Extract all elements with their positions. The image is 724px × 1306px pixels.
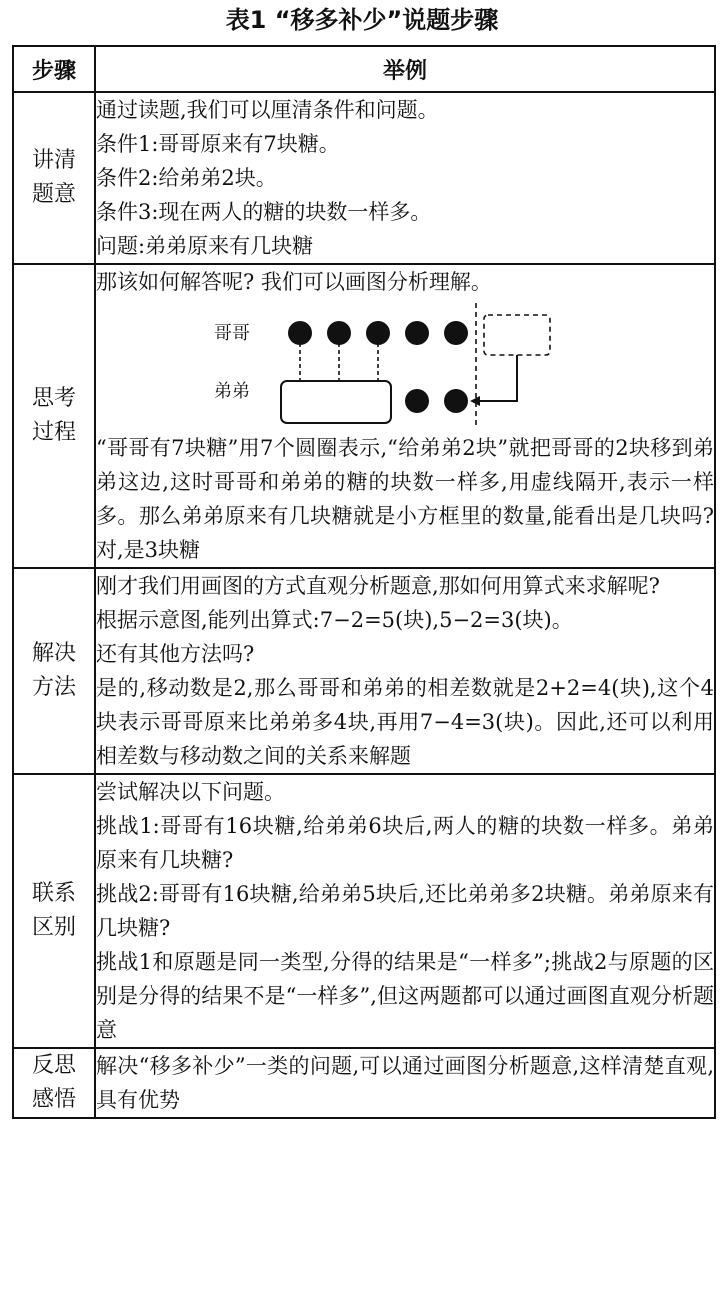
unknown-candy-box [281,381,391,423]
table-row [13,92,715,264]
step-label: 解决方法 [31,641,76,700]
brother-candy-dot [366,321,390,345]
text-paragraph: 解决“移多补少”一类的问题,可以通过画图分析题意,这样清楚直观,具有优势 [96,1054,714,1112]
step-cell [13,92,95,264]
brother-candy-dots [288,321,468,345]
step-cell [13,774,95,1048]
younger-brother-candy-dot [405,389,429,413]
challenge-2-paragraph: 挑战2:哥哥有16块糖,给弟弟5块后,还比弟弟多2块糖。弟弟原来有几块糖? [96,882,714,940]
example-cell [95,264,715,568]
header-step: 步骤 [13,46,95,92]
text-paragraph: 是的,移动数是2,那么哥哥和弟弟的相差数就是2+2=4(块),这个4块表示哥哥原来比弟弟多4块,再用7−4=3(块)。因此,还可以利用相差数与移动数之间的关系来解题 [96,676,714,768]
example-cell [95,92,715,264]
step-cell [13,264,95,568]
brother-candy-dot [444,321,468,345]
brother-candy-dot [327,321,351,345]
text-line: 还有其他方法吗? [96,642,255,666]
table-header-row [13,46,715,92]
header-example: 举例 [95,46,715,92]
moved-candy-box [484,315,550,355]
text-line: 问题:弟弟原来有几块糖 [96,234,314,258]
explanation-paragraph: “哥哥有7块糖”用7个圆圈表示,“给弟弟2块”就把哥哥的2块移到弟弟这边,这时哥哥和弟弟的糖的块数一样多,用虚线隔开,表示一样多。那么弟弟原来有几块糖就是小方框里的数量,能看出是几块吗?对,是3块糖 [96,436,714,562]
younger-brother-candy-dot [444,389,468,413]
step-label: 讲清题意 [31,148,76,207]
move-arrow [478,355,517,401]
step-cell [13,568,95,774]
table-row [13,264,715,568]
text-line: 尝试解决以下问题。 [96,780,285,804]
example-cell [95,1048,715,1118]
brother-label: 哥哥 [214,323,250,344]
example-cell [95,774,715,1048]
step-label: 联系区别 [31,881,76,940]
text-paragraph: 刚才我们用画图的方式直观分析题意,那如何用算式来求解呢? [96,574,660,598]
candy-diagram [206,301,686,431]
example-cell [95,568,715,774]
candy-diagram-svg [206,301,686,431]
step-cell [13,1048,95,1118]
text-line: 条件1:哥哥原来有7块糖。 [96,132,340,156]
brother-candy-dot [405,321,429,345]
table-row [13,568,715,774]
challenge-1-paragraph: 挑战1:哥哥有16块糖,给弟弟6块后,两人的糖的块数一样多。弟弟原来有几块糖? [96,814,714,872]
younger-brother-candy-dots [405,389,468,413]
table-row [13,1048,715,1118]
younger-brother-label: 弟弟 [214,381,250,402]
step-label: 思考过程 [31,386,76,445]
text-line: 条件2:给弟弟2块。 [96,166,277,190]
step-label: 反思感悟 [31,1053,76,1112]
text-line: 那该如何解答呢? 我们可以画图分析理解。 [96,270,492,294]
table-title: 表1 “移多补少”说题步骤 [225,6,499,34]
text-line: 通过读题,我们可以厘清条件和问题。 [96,98,439,122]
text-line: 条件3:现在两人的糖的块数一样多。 [96,200,432,224]
table-row [13,774,715,1048]
comparison-paragraph: 挑战1和原题是同一类型,分得的结果是“一样多”;挑战2与原题的区别是分得的结果不是“一样多”,但这两题都可以通过画图直观分析题意 [96,950,714,1042]
arrow-head [470,396,480,406]
brother-candy-dot [288,321,312,345]
text-line: 根据示意图,能列出算式:7−2=5(块),5−2=3(块)。 [96,608,573,632]
steps-table [12,45,716,1119]
